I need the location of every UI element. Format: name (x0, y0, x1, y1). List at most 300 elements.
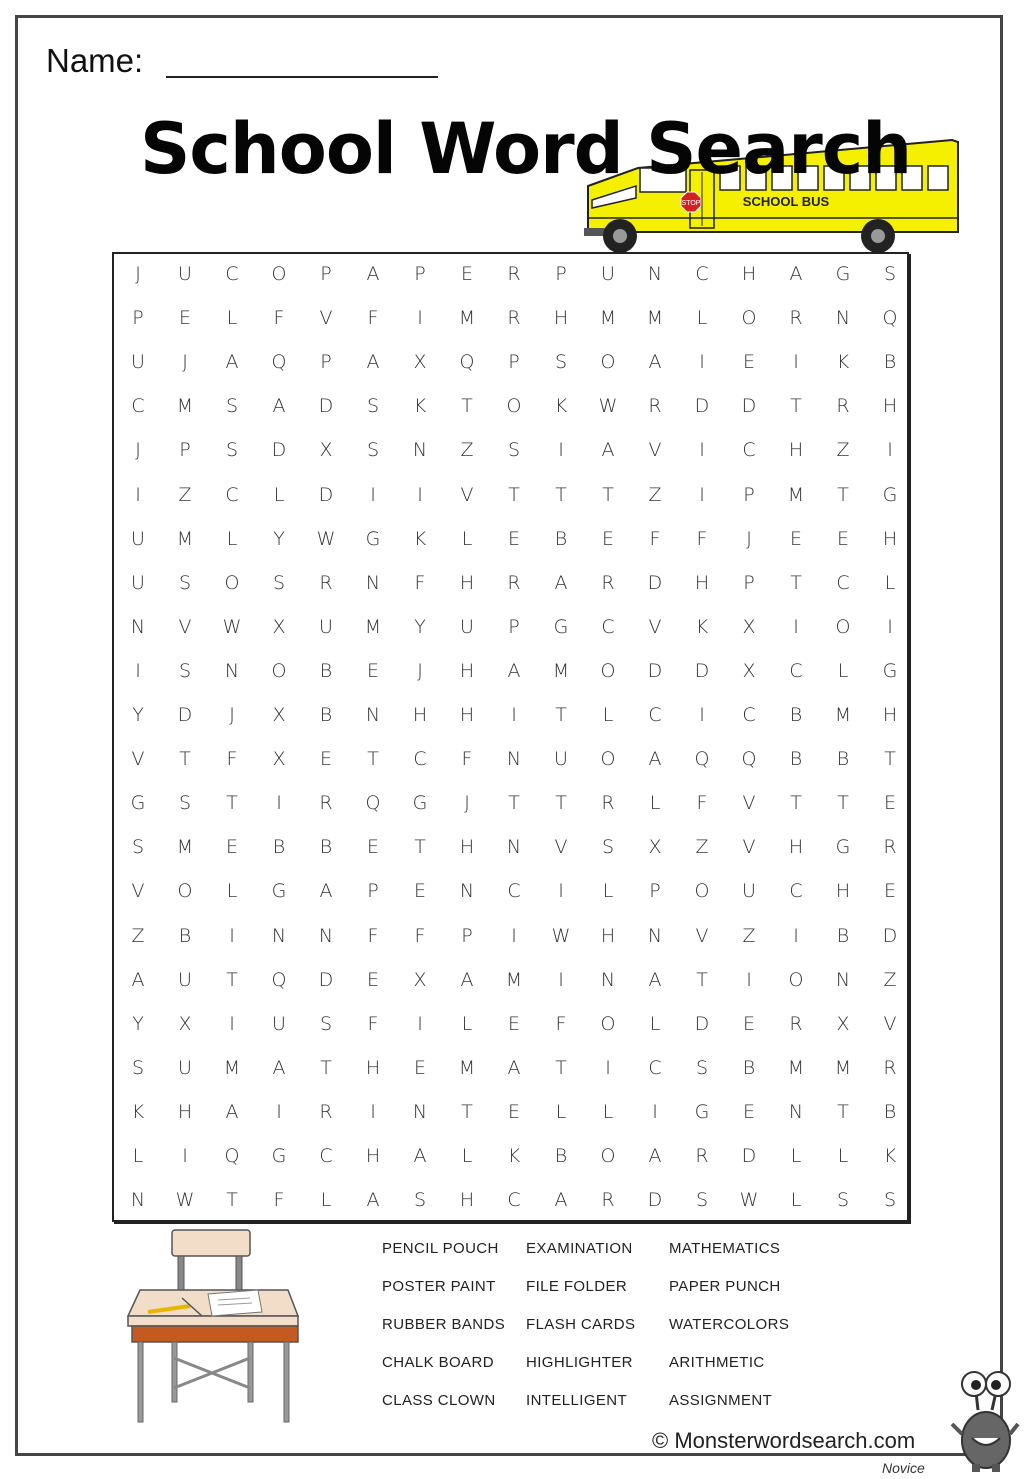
grid-letter[interactable]: C (836, 571, 850, 594)
grid-letter[interactable]: Z (460, 439, 474, 462)
grid-letter[interactable]: P (414, 263, 426, 285)
grid-letter[interactable]: R (695, 1145, 709, 1167)
grid-letter[interactable]: E (413, 1056, 426, 1079)
grid-letter[interactable]: T (555, 792, 567, 815)
grid-letter[interactable]: O (271, 659, 287, 682)
grid-letter[interactable]: C (225, 263, 239, 285)
grid-letter[interactable]: V (742, 792, 756, 815)
grid-letter[interactable]: G (694, 1100, 710, 1123)
grid-letter[interactable]: I (793, 351, 799, 374)
grid-letter[interactable]: R (507, 263, 521, 285)
grid-letter[interactable]: T (555, 1056, 567, 1079)
grid-letter[interactable]: L (602, 880, 614, 903)
grid-letter[interactable]: C (742, 439, 756, 462)
grid-letter[interactable]: T (790, 792, 802, 815)
grid-letter[interactable]: F (414, 571, 426, 594)
grid-letter[interactable]: R (507, 571, 521, 594)
grid-letter[interactable]: P (132, 307, 144, 330)
grid-letter[interactable]: N (130, 615, 146, 638)
grid-letter[interactable]: U (601, 263, 615, 285)
grid-letter[interactable]: A (272, 395, 286, 418)
grid-letter[interactable]: D (647, 1189, 663, 1212)
grid-letter[interactable]: O (788, 968, 804, 991)
grid-letter[interactable]: N (412, 1100, 428, 1123)
grid-letter[interactable]: P (320, 351, 332, 374)
grid-letter[interactable]: Z (742, 924, 756, 947)
grid-letter[interactable]: R (601, 1189, 615, 1212)
grid-letter[interactable]: I (605, 1056, 611, 1079)
grid-letter[interactable]: H (882, 704, 898, 726)
grid-letter[interactable]: H (365, 1145, 381, 1167)
grid-letter[interactable]: O (506, 395, 522, 418)
grid-letter[interactable]: R (883, 836, 897, 859)
grid-letter[interactable]: U (272, 1012, 286, 1035)
grid-letter[interactable]: B (554, 1145, 568, 1167)
grid-letter[interactable]: R (319, 1100, 333, 1123)
grid-letter[interactable]: S (225, 395, 239, 418)
grid-letter[interactable]: O (271, 263, 287, 285)
grid-letter[interactable]: J (182, 351, 188, 374)
grid-letter[interactable]: N (788, 1100, 804, 1123)
grid-letter[interactable]: B (789, 704, 803, 726)
grid-letter[interactable]: C (742, 704, 756, 726)
grid-letter[interactable]: T (790, 571, 802, 594)
grid-letter[interactable]: T (226, 1189, 238, 1212)
grid-letter[interactable]: L (555, 1100, 567, 1123)
grid-letter[interactable]: X (272, 748, 286, 771)
grid-letter[interactable]: I (182, 1145, 188, 1167)
grid-letter[interactable]: A (648, 351, 662, 374)
grid-letter[interactable]: B (789, 748, 803, 771)
grid-letter[interactable]: T (837, 1100, 849, 1123)
grid-letter[interactable]: I (229, 1012, 235, 1035)
grid-letter[interactable]: F (367, 1012, 379, 1035)
grid-letter[interactable]: X (648, 836, 662, 859)
grid-letter[interactable]: E (601, 527, 614, 550)
grid-letter[interactable]: S (178, 571, 192, 594)
grid-letter[interactable]: G (553, 615, 569, 638)
grid-letter[interactable]: Y (273, 527, 285, 550)
grid-letter[interactable]: R (836, 395, 850, 418)
grid-letter[interactable]: B (319, 836, 333, 859)
grid-letter[interactable]: E (883, 880, 896, 903)
grid-letter[interactable]: N (506, 748, 522, 771)
grid-letter[interactable]: S (883, 263, 897, 285)
grid-letter[interactable]: E (507, 1012, 520, 1035)
grid-letter[interactable]: S (366, 395, 380, 418)
grid-letter[interactable]: O (600, 1012, 616, 1035)
grid-letter[interactable]: G (412, 792, 428, 815)
grid-letter[interactable]: F (273, 1189, 285, 1212)
grid-letter[interactable]: J (135, 263, 141, 285)
grid-letter[interactable]: A (648, 968, 662, 991)
grid-letter[interactable]: T (696, 968, 708, 991)
grid-letter[interactable]: F (414, 924, 426, 947)
grid-letter[interactable]: U (554, 748, 568, 771)
grid-letter[interactable]: G (271, 880, 287, 903)
grid-letter[interactable]: W (739, 1189, 759, 1212)
grid-letter[interactable]: U (178, 968, 192, 991)
grid-letter[interactable]: V (695, 924, 709, 947)
grid-letter[interactable]: N (365, 704, 381, 726)
grid-letter[interactable]: R (601, 792, 615, 815)
grid-letter[interactable]: W (598, 395, 618, 418)
grid-letter[interactable]: L (649, 1012, 661, 1035)
grid-letter[interactable]: I (558, 880, 564, 903)
grid-letter[interactable]: N (130, 1189, 146, 1212)
grid-letter[interactable]: M (176, 527, 194, 550)
grid-letter[interactable]: E (789, 527, 802, 550)
grid-letter[interactable]: I (887, 615, 893, 638)
grid-letter[interactable]: N (224, 659, 240, 682)
name-field[interactable] (166, 76, 438, 78)
grid-letter[interactable]: T (555, 704, 567, 726)
grid-letter[interactable]: C (319, 1145, 333, 1167)
grid-letter[interactable]: S (131, 1056, 145, 1079)
grid-letter[interactable]: L (837, 659, 849, 682)
grid-letter[interactable]: S (554, 351, 568, 374)
grid-letter[interactable]: O (600, 351, 616, 374)
grid-letter[interactable]: L (649, 792, 661, 815)
grid-letter[interactable]: Z (836, 439, 850, 462)
grid-letter[interactable]: I (699, 483, 705, 506)
grid-letter[interactable]: T (367, 748, 379, 771)
grid-letter[interactable]: F (649, 527, 661, 550)
grid-letter[interactable]: V (648, 615, 662, 638)
grid-letter[interactable]: I (652, 1100, 658, 1123)
grid-letter[interactable]: O (835, 615, 851, 638)
grid-letter[interactable]: C (225, 483, 239, 506)
grid-letter[interactable]: K (413, 527, 427, 550)
grid-letter[interactable]: T (226, 968, 238, 991)
grid-letter[interactable]: K (554, 395, 568, 418)
grid-letter[interactable]: O (600, 748, 616, 771)
grid-letter[interactable]: U (460, 615, 474, 638)
grid-letter[interactable]: N (271, 924, 287, 947)
grid-letter[interactable]: O (600, 1145, 616, 1167)
grid-letter[interactable]: L (461, 527, 473, 550)
grid-letter[interactable]: S (366, 439, 380, 462)
grid-letter[interactable]: I (558, 439, 564, 462)
grid-letter[interactable]: N (318, 924, 334, 947)
grid-letter[interactable]: H (412, 704, 428, 726)
grid-letter[interactable]: P (461, 924, 473, 947)
grid-letter[interactable]: M (505, 968, 523, 991)
grid-letter[interactable]: A (366, 351, 380, 374)
grid-letter[interactable]: Z (648, 483, 662, 506)
grid-letter[interactable]: K (413, 395, 427, 418)
grid-letter[interactable]: R (601, 571, 615, 594)
grid-letter[interactable]: U (178, 263, 192, 285)
grid-letter[interactable]: K (131, 1100, 145, 1123)
grid-letter[interactable]: H (459, 659, 475, 682)
grid-letter[interactable]: Q (224, 1145, 240, 1167)
grid-letter[interactable]: S (178, 792, 192, 815)
grid-letter[interactable]: I (746, 968, 752, 991)
grid-letter[interactable]: L (602, 1100, 614, 1123)
grid-letter[interactable]: C (507, 1189, 521, 1212)
grid-letter[interactable]: H (835, 880, 851, 903)
grid-letter[interactable]: M (787, 483, 805, 506)
grid-letter[interactable]: S (601, 836, 615, 859)
grid-letter[interactable]: F (226, 748, 238, 771)
grid-letter[interactable]: I (135, 483, 141, 506)
grid-letter[interactable]: P (555, 263, 567, 285)
grid-letter[interactable]: V (554, 836, 568, 859)
grid-letter[interactable]: E (178, 307, 191, 330)
grid-letter[interactable]: G (365, 527, 381, 550)
grid-letter[interactable]: G (835, 836, 851, 859)
grid-letter[interactable]: C (413, 748, 427, 771)
grid-letter[interactable]: E (366, 968, 379, 991)
grid-letter[interactable]: F (367, 307, 379, 330)
grid-letter[interactable]: L (602, 704, 614, 726)
grid-letter[interactable]: P (508, 351, 520, 374)
grid-letter[interactable]: M (364, 615, 382, 638)
grid-letter[interactable]: N (835, 968, 851, 991)
grid-letter[interactable]: U (131, 571, 145, 594)
grid-letter[interactable]: F (555, 1012, 567, 1035)
grid-letter[interactable]: B (883, 1100, 897, 1123)
grid-letter[interactable]: E (507, 1100, 520, 1123)
grid-letter[interactable]: R (319, 792, 333, 815)
grid-letter[interactable]: U (742, 880, 756, 903)
grid-letter[interactable]: V (883, 1012, 897, 1035)
grid-letter[interactable]: S (319, 1012, 333, 1035)
grid-letter[interactable]: M (458, 307, 476, 330)
grid-letter[interactable]: B (319, 659, 333, 682)
grid-letter[interactable]: C (507, 880, 521, 903)
grid-letter[interactable]: L (884, 571, 896, 594)
grid-letter[interactable]: N (600, 968, 616, 991)
grid-letter[interactable]: B (836, 748, 850, 771)
grid-letter[interactable]: E (742, 1012, 755, 1035)
grid-letter[interactable]: U (131, 351, 145, 374)
grid-letter[interactable]: I (135, 659, 141, 682)
grid-letter[interactable]: D (694, 395, 710, 418)
grid-letter[interactable]: L (837, 1145, 849, 1167)
grid-letter[interactable]: H (741, 263, 757, 285)
grid-letter[interactable]: T (790, 395, 802, 418)
grid-letter[interactable]: H (459, 836, 475, 859)
grid-letter[interactable]: Y (414, 615, 426, 638)
grid-letter[interactable]: R (789, 307, 803, 330)
grid-letter[interactable]: C (695, 263, 709, 285)
grid-letter[interactable]: B (178, 924, 192, 947)
grid-letter[interactable]: O (224, 571, 240, 594)
grid-letter[interactable]: A (319, 880, 333, 903)
grid-letter[interactable]: O (741, 307, 757, 330)
grid-letter[interactable]: Y (132, 1012, 144, 1035)
grid-letter[interactable]: Q (741, 748, 757, 771)
grid-letter[interactable]: D (694, 659, 710, 682)
grid-letter[interactable]: Y (132, 704, 144, 726)
grid-letter[interactable]: V (742, 836, 756, 859)
grid-letter[interactable]: O (177, 880, 193, 903)
grid-letter[interactable]: U (131, 527, 145, 550)
grid-letter[interactable]: I (887, 439, 893, 462)
grid-letter[interactable]: S (131, 836, 145, 859)
grid-letter[interactable]: B (319, 704, 333, 726)
grid-letter[interactable]: O (600, 659, 616, 682)
grid-letter[interactable]: A (131, 968, 145, 991)
grid-letter[interactable]: H (177, 1100, 193, 1123)
grid-letter[interactable]: H (459, 571, 475, 594)
grid-letter[interactable]: D (318, 483, 334, 506)
grid-letter[interactable]: X (836, 1012, 850, 1035)
grid-letter[interactable]: L (226, 880, 238, 903)
grid-letter[interactable]: D (318, 395, 334, 418)
grid-letter[interactable]: O (694, 880, 710, 903)
grid-letter[interactable]: T (226, 792, 238, 815)
grid-letter[interactable]: M (834, 704, 852, 726)
grid-letter[interactable]: C (648, 1056, 662, 1079)
grid-letter[interactable]: P (508, 615, 520, 638)
grid-letter[interactable]: Q (271, 968, 287, 991)
grid-letter[interactable]: L (226, 307, 238, 330)
grid-letter[interactable]: M (834, 1056, 852, 1079)
grid-letter[interactable]: P (649, 880, 661, 903)
grid-letter[interactable]: T (837, 792, 849, 815)
grid-letter[interactable]: F (367, 924, 379, 947)
grid-letter[interactable]: L (696, 307, 708, 330)
grid-letter[interactable]: L (461, 1012, 473, 1035)
grid-letter[interactable]: C (789, 659, 803, 682)
grid-letter[interactable]: E (319, 748, 332, 771)
grid-letter[interactable]: K (695, 615, 709, 638)
grid-letter[interactable]: S (507, 439, 521, 462)
grid-letter[interactable]: E (742, 351, 755, 374)
grid-letter[interactable]: E (366, 836, 379, 859)
grid-letter[interactable]: H (600, 924, 616, 947)
grid-letter[interactable]: A (554, 1189, 568, 1212)
grid-letter[interactable]: F (696, 792, 708, 815)
grid-letter[interactable]: E (366, 659, 379, 682)
grid-letter[interactable]: Q (271, 351, 287, 374)
grid-letter[interactable]: N (647, 924, 663, 947)
grid-letter[interactable]: M (223, 1056, 241, 1079)
grid-letter[interactable]: R (883, 1056, 897, 1079)
grid-letter[interactable]: H (788, 836, 804, 859)
grid-letter[interactable]: D (741, 395, 757, 418)
grid-letter[interactable]: E (507, 527, 520, 550)
grid-letter[interactable]: S (695, 1056, 709, 1079)
grid-letter[interactable]: M (787, 1056, 805, 1079)
grid-letter[interactable]: B (883, 351, 897, 374)
grid-letter[interactable]: X (742, 615, 756, 638)
grid-letter[interactable]: D (741, 1145, 757, 1167)
grid-letter[interactable]: J (464, 792, 470, 815)
grid-letter[interactable]: P (743, 571, 755, 594)
grid-letter[interactable]: H (553, 307, 569, 330)
grid-letter[interactable]: K (836, 351, 850, 374)
grid-letter[interactable]: A (507, 659, 521, 682)
grid-letter[interactable]: E (413, 880, 426, 903)
grid-letter[interactable]: X (272, 615, 286, 638)
grid-letter[interactable]: E (225, 836, 238, 859)
grid-letter[interactable]: A (648, 1145, 662, 1167)
grid-letter[interactable]: H (788, 439, 804, 462)
grid-letter[interactable]: M (552, 659, 570, 682)
grid-letter[interactable]: G (835, 263, 851, 285)
grid-letter[interactable]: T (837, 483, 849, 506)
grid-letter[interactable]: Z (178, 483, 192, 506)
grid-letter[interactable]: L (790, 1145, 802, 1167)
grid-letter[interactable]: V (131, 748, 145, 771)
grid-letter[interactable]: T (884, 748, 896, 771)
grid-letter[interactable]: M (599, 307, 617, 330)
grid-letter[interactable]: W (222, 615, 242, 638)
grid-letter[interactable]: A (601, 439, 615, 462)
grid-letter[interactable]: C (131, 395, 145, 418)
grid-letter[interactable]: H (882, 527, 898, 550)
grid-letter[interactable]: B (272, 836, 286, 859)
grid-letter[interactable]: I (417, 1012, 423, 1035)
grid-letter[interactable]: B (742, 1056, 756, 1079)
grid-letter[interactable]: N (506, 836, 522, 859)
grid-letter[interactable]: N (459, 880, 475, 903)
grid-letter[interactable]: X (742, 659, 756, 682)
grid-letter[interactable]: Q (459, 351, 475, 374)
grid-letter[interactable]: C (601, 615, 615, 638)
grid-letter[interactable]: T (179, 748, 191, 771)
grid-letter[interactable]: V (131, 880, 145, 903)
grid-letter[interactable]: L (273, 483, 285, 506)
grid-letter[interactable]: I (699, 439, 705, 462)
grid-letter[interactable]: T (508, 483, 520, 506)
grid-letter[interactable]: F (696, 527, 708, 550)
grid-letter[interactable]: I (699, 351, 705, 374)
grid-letter[interactable]: T (555, 483, 567, 506)
grid-letter[interactable]: S (178, 659, 192, 682)
grid-letter[interactable]: J (746, 527, 752, 550)
grid-letter[interactable]: I (793, 615, 799, 638)
grid-letter[interactable]: B (554, 527, 568, 550)
grid-letter[interactable]: I (370, 1100, 376, 1123)
grid-letter[interactable]: X (413, 968, 427, 991)
grid-letter[interactable]: I (511, 704, 517, 726)
grid-letter[interactable]: L (461, 1145, 473, 1167)
grid-letter[interactable]: E (460, 263, 473, 285)
grid-letter[interactable]: I (793, 924, 799, 947)
grid-letter[interactable]: L (790, 1189, 802, 1212)
grid-letter[interactable]: T (461, 1100, 473, 1123)
grid-letter[interactable]: M (646, 307, 664, 330)
grid-letter[interactable]: G (882, 659, 898, 682)
grid-letter[interactable]: H (694, 571, 710, 594)
grid-letter[interactable]: K (507, 1145, 521, 1167)
grid-letter[interactable]: D (647, 571, 663, 594)
grid-letter[interactable]: R (648, 395, 662, 418)
grid-letter[interactable]: D (694, 1012, 710, 1035)
grid-letter[interactable]: J (135, 439, 141, 462)
grid-letter[interactable]: D (647, 659, 663, 682)
grid-letter[interactable]: Q (694, 748, 710, 771)
grid-letter[interactable]: A (460, 968, 474, 991)
grid-letter[interactable]: Z (883, 968, 897, 991)
grid-letter[interactable]: A (225, 351, 239, 374)
grid-letter[interactable]: A (789, 263, 803, 285)
grid-letter[interactable]: I (276, 792, 282, 815)
grid-letter[interactable]: P (179, 439, 191, 462)
grid-letter[interactable]: I (558, 968, 564, 991)
grid-letter[interactable]: I (229, 924, 235, 947)
grid-letter[interactable]: A (366, 263, 380, 285)
grid-letter[interactable]: L (132, 1145, 144, 1167)
grid-letter[interactable]: P (367, 880, 379, 903)
grid-letter[interactable]: I (417, 307, 423, 330)
grid-letter[interactable]: F (461, 748, 473, 771)
